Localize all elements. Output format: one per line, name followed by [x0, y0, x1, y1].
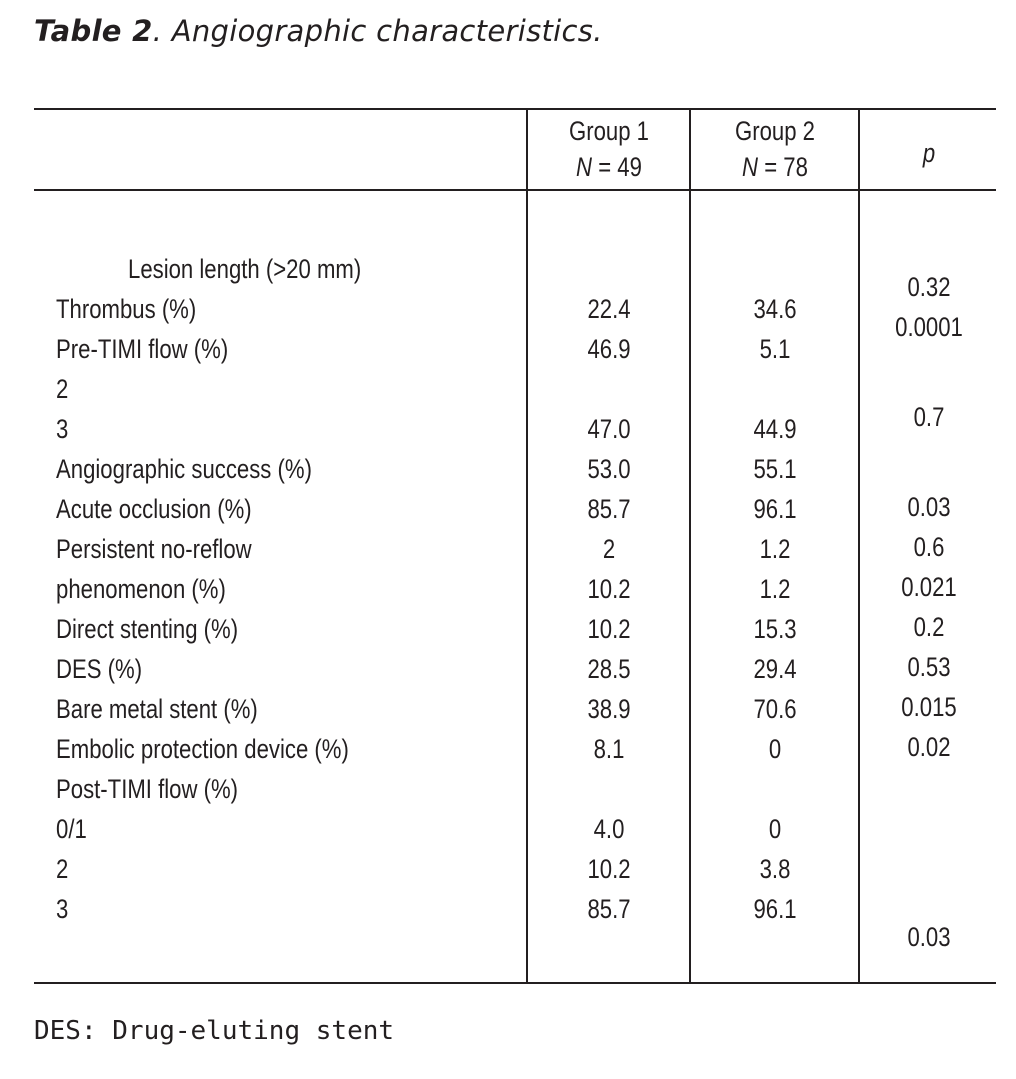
- group-1-value: 2: [602, 534, 616, 564]
- row-label: 0/1: [56, 814, 87, 844]
- row-label: Pre-TIMI flow (%): [56, 334, 229, 364]
- group-1-value: 85.7: [587, 894, 631, 924]
- group-2-value: 0: [768, 734, 782, 764]
- row-label: 3: [56, 414, 69, 444]
- row-label: Thrombus (%): [56, 294, 197, 324]
- row-label: 2: [56, 854, 69, 884]
- p-value: 0.03: [907, 492, 951, 522]
- group-2-value: 70.6: [753, 694, 797, 724]
- p-value: 0.015: [901, 692, 957, 722]
- group-1-value: 10.2: [587, 614, 631, 644]
- group-1-value: 53.0: [587, 454, 631, 484]
- group-1-value: 10.2: [587, 574, 631, 604]
- table-caption: Table 2. Angiographic characteristics.: [34, 14, 603, 48]
- group-2-value: 3.8: [759, 854, 791, 884]
- table-number: Table 2: [34, 14, 153, 48]
- p-value: 0.03: [907, 922, 951, 952]
- row-label: Lesion length (>20 mm): [128, 254, 362, 284]
- group-1-value: 38.9: [587, 694, 631, 724]
- group-2-value: 29.4: [753, 654, 797, 684]
- row-label: phenomenon (%): [56, 574, 226, 604]
- group-1-value: 4.0: [593, 814, 625, 844]
- group-1-value: 8.1: [593, 734, 625, 764]
- row-label: Persistent no-reflow: [56, 534, 252, 564]
- group-2-value: 96.1: [753, 494, 797, 524]
- header-rule: [34, 189, 996, 191]
- p-value: 0.02: [907, 732, 951, 762]
- p-value: 0.7: [913, 402, 945, 432]
- p-value: 0.53: [907, 652, 951, 682]
- table-footnote: DES: Drug-eluting stent: [34, 1016, 395, 1046]
- group-2-value: 5.1: [759, 334, 791, 364]
- group-2-value: 1.2: [759, 534, 791, 564]
- group-1-value: 10.2: [587, 854, 631, 884]
- group-2-value: 55.1: [753, 454, 797, 484]
- table-bottom-rule: [34, 982, 996, 984]
- group-2-value: 15.3: [753, 614, 797, 644]
- header-group-1: Group 1 N = 49: [568, 116, 650, 182]
- row-label: 2: [56, 374, 69, 404]
- p-value: 0.2: [913, 612, 945, 642]
- row-label: Post-TIMI flow (%): [56, 774, 239, 804]
- group-2-value: 0: [768, 814, 782, 844]
- row-label: Direct stenting (%): [56, 614, 239, 644]
- row-label: 3: [56, 894, 69, 924]
- table-top-rule: [34, 108, 996, 110]
- header-p-value: p: [922, 138, 936, 168]
- group-1-value: 85.7: [587, 494, 631, 524]
- row-label: Embolic protection device (%): [56, 734, 349, 764]
- row-label: Acute occlusion (%): [56, 494, 252, 524]
- group-1-value: 47.0: [587, 414, 631, 444]
- group-1-value: 28.5: [587, 654, 631, 684]
- group-2-value: 96.1: [753, 894, 797, 924]
- group-1-value: 46.9: [587, 334, 631, 364]
- p-value: 0.021: [901, 572, 957, 602]
- row-label: Angiographic success (%): [56, 454, 312, 484]
- group-2-value: 34.6: [753, 294, 797, 324]
- p-value: 0.0001: [895, 312, 963, 342]
- row-label: DES (%): [56, 654, 143, 684]
- table-title: Angiographic characteristics.: [171, 14, 603, 48]
- group-2-value: 44.9: [753, 414, 797, 444]
- p-value: 0.32: [907, 272, 951, 302]
- group-1-value: 22.4: [587, 294, 631, 324]
- header-group-2: Group 2 N = 78: [734, 116, 816, 182]
- row-label: Bare metal stent (%): [56, 694, 258, 724]
- p-value: 0.6: [913, 532, 945, 562]
- group-2-value: 1.2: [759, 574, 791, 604]
